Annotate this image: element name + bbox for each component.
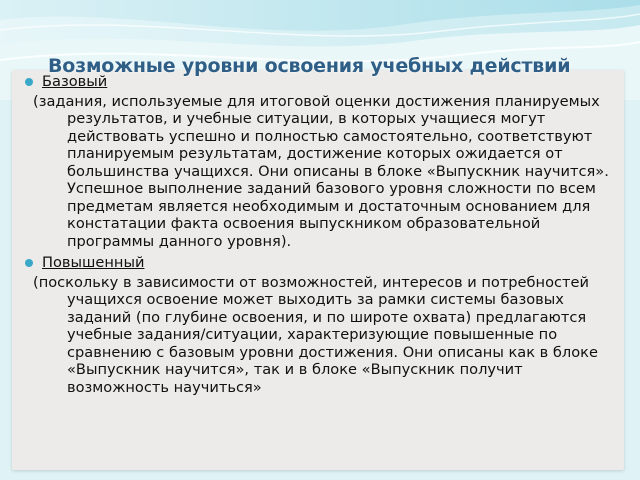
bullet-dot-icon <box>25 78 33 86</box>
description-advanced: (поскольку в зависимости от возможностей, интересов и потребностей учащихся освоение может выходить за рамки системы базовых заданий (по глубине освоения, и по широте охвата) предлагаются учебные задания/ситуации, характеризующие повышенные по сравнению с базовым уровни достижения. Они описаны как в блоке «Выпускник научится», так и в блоке «Выпускник получит возможность научиться» <box>33 273 598 396</box>
bullet-dot-icon <box>25 259 33 267</box>
description-basic: (задания, используемые для итоговой оценки достижения планируемых результатов, и учебные ситуации, в которых учащиеся могут действовать успешно и полностью самостоятельно, соответствуют планируемым результатам, достижение которых ожидается от большинства учащихся. Они описаны в блоке «Выпускник научится». Успешное выполнение заданий базового уровня сложности по всем предметам является необходимым и достаточным основанием для констатации факта освоения выпускником образовательной программы данного уровня). <box>33 92 609 250</box>
slide-title: Возможные уровни освоения учебных действий <box>48 55 571 77</box>
bullet-label-basic: Базовый <box>42 73 108 90</box>
bullet-label-advanced: Повышенный <box>42 254 145 271</box>
content-body <box>22 73 614 400</box>
bullet-item-advanced <box>22 254 614 272</box>
